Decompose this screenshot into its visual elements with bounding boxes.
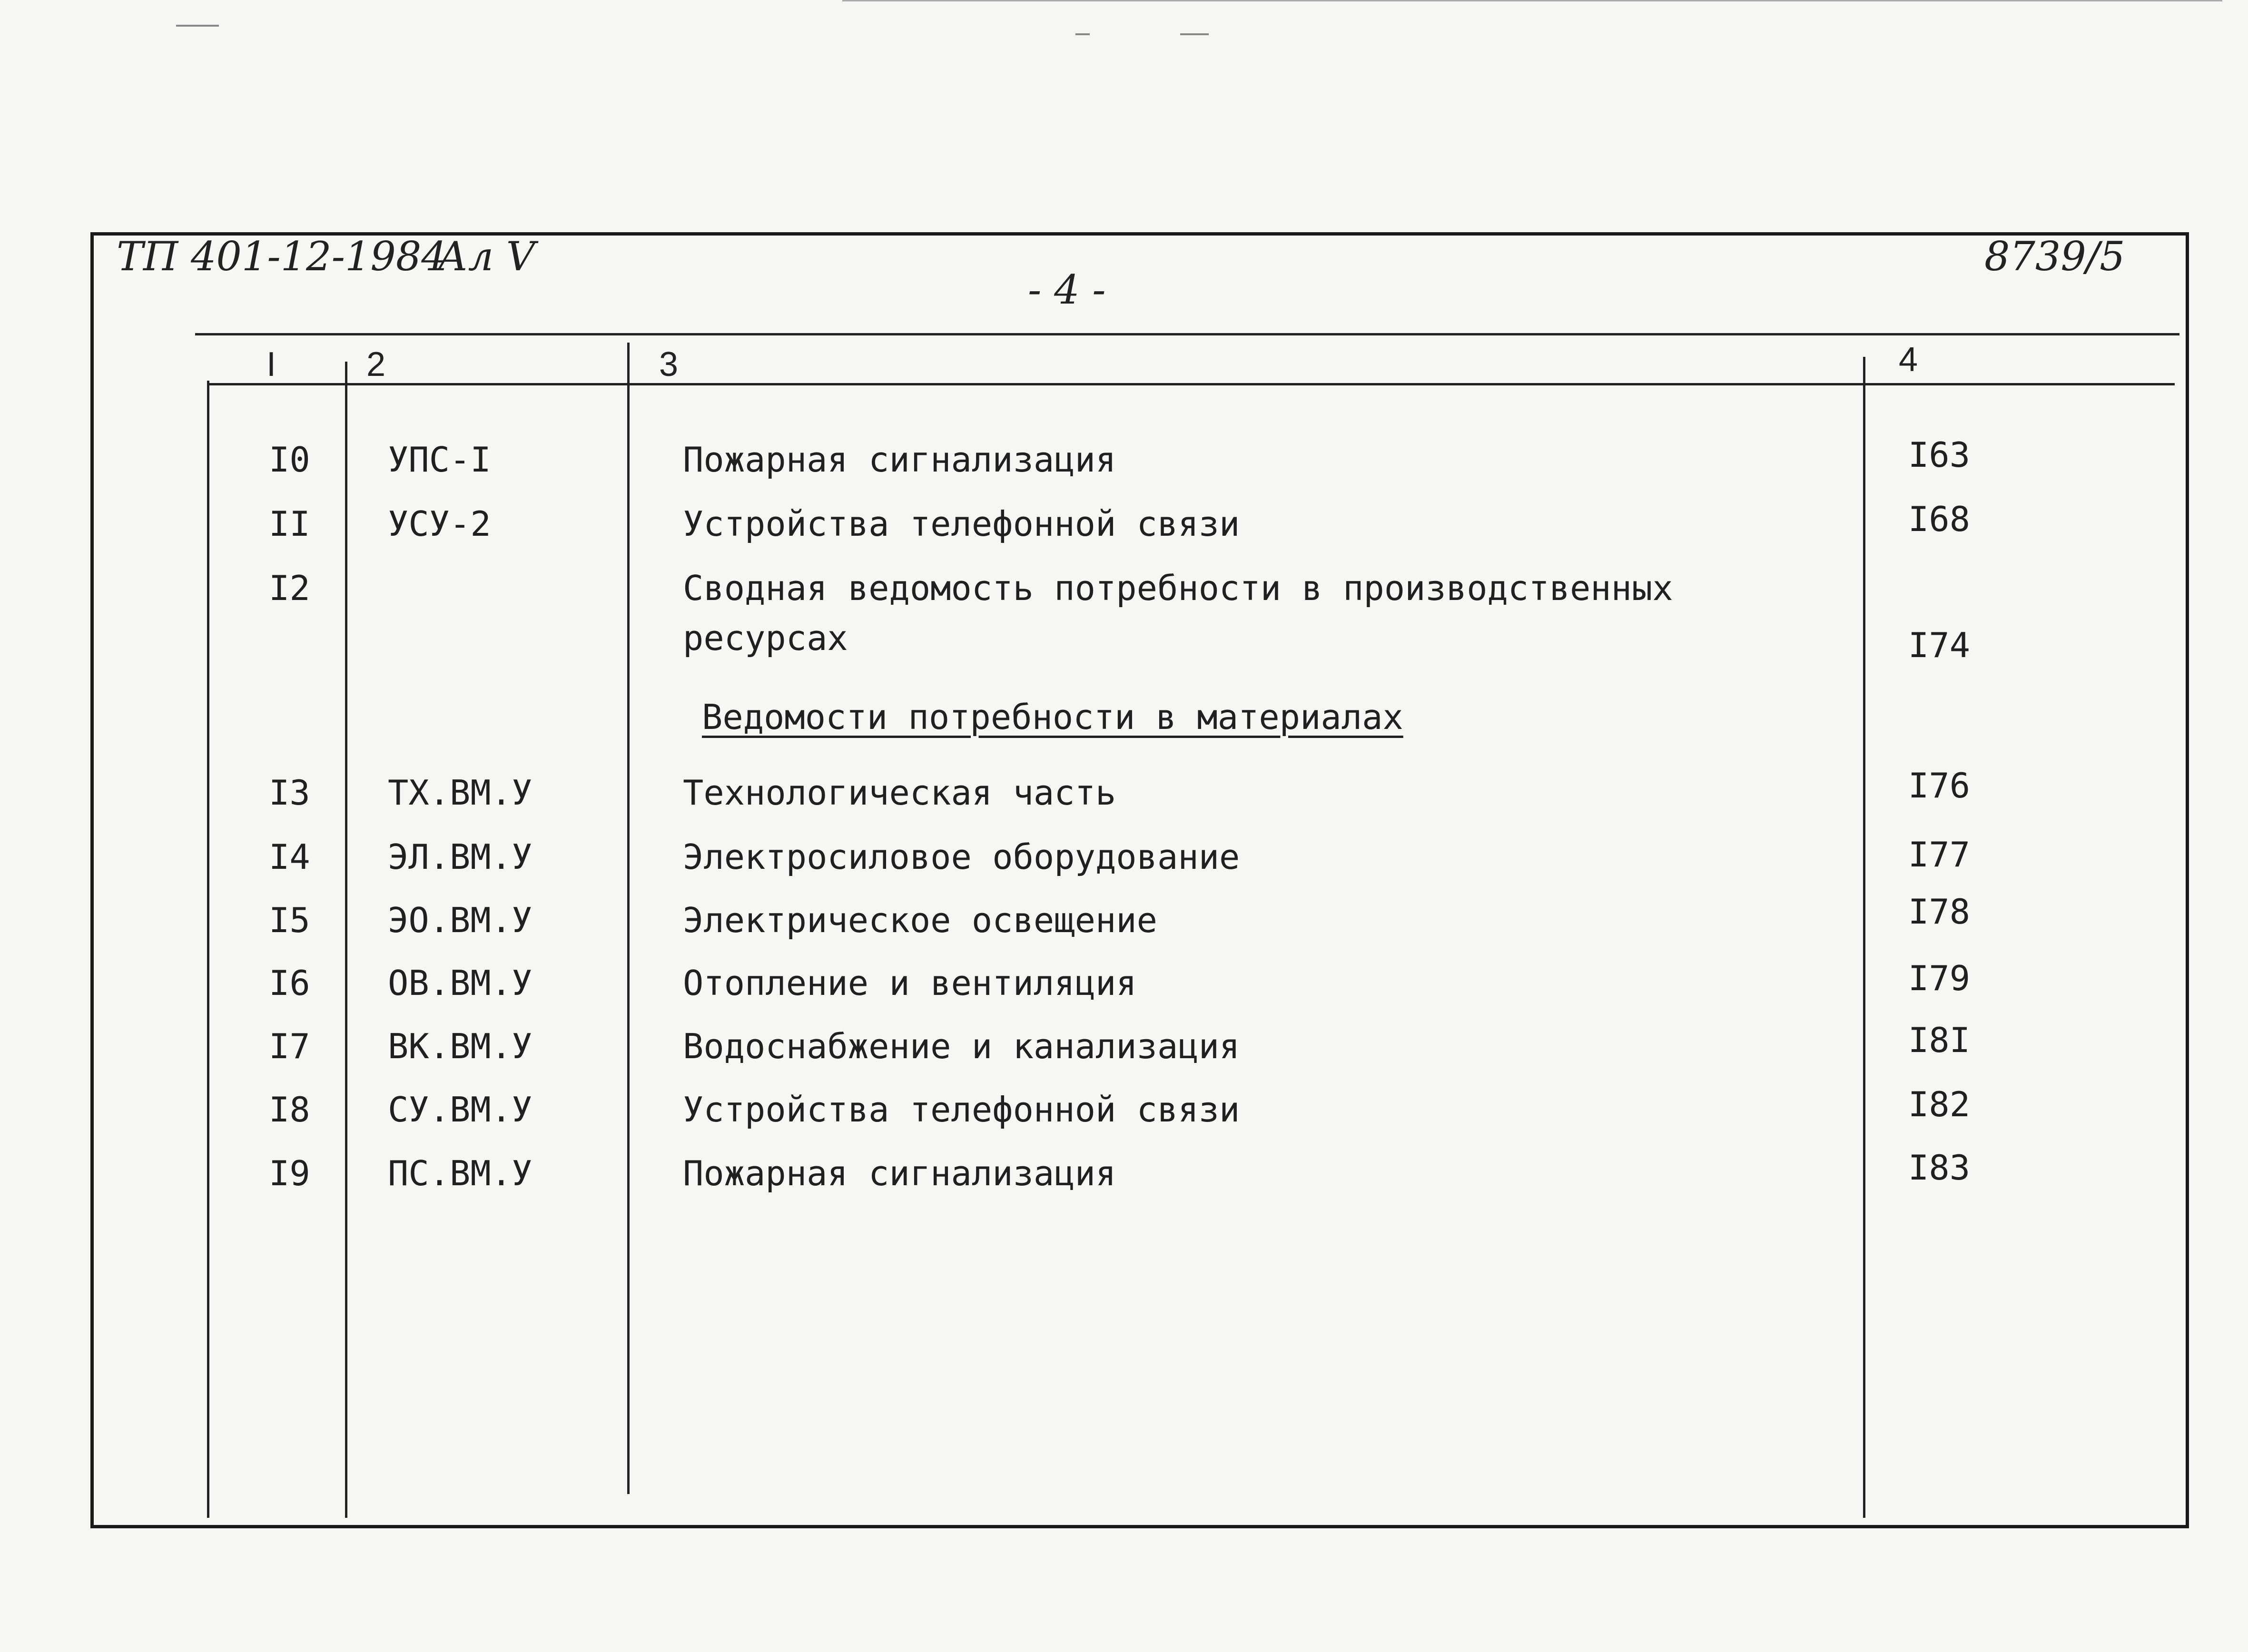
row-code: ЭО.ВМ.У bbox=[388, 900, 532, 940]
column-header-4: 4 bbox=[1899, 341, 1918, 379]
row-page: I68 bbox=[1908, 499, 1971, 539]
row-page: I82 bbox=[1908, 1084, 1971, 1124]
row-title: Устройства телефонной связи bbox=[683, 1090, 1240, 1130]
row-number: I2 bbox=[269, 568, 310, 608]
table-top-rule bbox=[195, 333, 2179, 335]
scan-mark bbox=[842, 0, 2222, 1]
row-page: I79 bbox=[1908, 958, 1971, 998]
page-number: - 4 - bbox=[1028, 266, 1106, 313]
row-code: УСУ-2 bbox=[388, 504, 491, 544]
row-page: I78 bbox=[1908, 892, 1971, 932]
row-title: Пожарная сигнализация bbox=[683, 1153, 1116, 1193]
row-code: ТХ.ВМ.У bbox=[388, 773, 532, 813]
row-title: Водоснабжение и канализация bbox=[683, 1026, 1240, 1066]
row-number: I4 bbox=[269, 837, 310, 877]
section-heading: Ведомости потребности в материалах bbox=[702, 697, 1403, 737]
row-title: Отопление и вентиляция bbox=[683, 963, 1137, 1003]
document-designation: ТП 401-12-1984 bbox=[117, 233, 447, 280]
row-page: I63 bbox=[1908, 435, 1971, 475]
table-header-rule bbox=[209, 383, 2175, 385]
row-page: I83 bbox=[1908, 1148, 1971, 1188]
row-code: ВК.ВМ.У bbox=[388, 1026, 532, 1066]
column-divider-4 bbox=[1863, 357, 1865, 1518]
column-divider-3 bbox=[627, 343, 630, 1494]
scan-mark bbox=[176, 25, 219, 27]
row-number: II bbox=[269, 504, 310, 544]
row-code: УПС-I bbox=[388, 440, 491, 480]
column-header-2: 2 bbox=[366, 345, 386, 384]
row-title-continuation: ресурсах bbox=[683, 618, 848, 658]
row-page: I8I bbox=[1908, 1020, 1971, 1060]
column-divider-1 bbox=[207, 381, 209, 1518]
scan-mark bbox=[1075, 33, 1090, 35]
row-title: Сводная ведомость потребности в производственных bbox=[683, 568, 1673, 608]
row-title: Электрическое освещение bbox=[683, 900, 1157, 940]
row-number: I0 bbox=[269, 440, 310, 480]
scan-mark bbox=[1180, 33, 1209, 35]
inventory-number: 8739/5 bbox=[1984, 233, 2125, 280]
row-number: I9 bbox=[269, 1153, 310, 1193]
row-number: I7 bbox=[269, 1026, 310, 1066]
row-title: Электросиловое оборудование bbox=[683, 837, 1240, 877]
row-code: ОВ.ВМ.У bbox=[388, 963, 532, 1003]
row-page: I76 bbox=[1908, 766, 1971, 806]
row-number: I6 bbox=[269, 963, 310, 1003]
row-number: I5 bbox=[269, 900, 310, 940]
column-header-3: 3 bbox=[659, 345, 679, 384]
row-title: Устройства телефонной связи bbox=[683, 504, 1240, 544]
column-header-1: I bbox=[266, 345, 276, 384]
row-title: Технологическая часть bbox=[683, 773, 1116, 813]
row-code: СУ.ВМ.У bbox=[388, 1090, 532, 1130]
column-divider-2 bbox=[345, 362, 347, 1518]
row-code: ПС.ВМ.У bbox=[388, 1153, 532, 1193]
row-number: I8 bbox=[269, 1090, 310, 1130]
drawing-frame bbox=[90, 232, 2189, 1528]
row-page: I77 bbox=[1908, 835, 1971, 875]
row-number: I3 bbox=[269, 773, 310, 813]
row-page: I74 bbox=[1908, 625, 1971, 665]
row-code: ЭЛ.ВМ.У bbox=[388, 837, 532, 877]
row-title: Пожарная сигнализация bbox=[683, 440, 1116, 480]
album-number: Ал Ⅴ bbox=[438, 233, 535, 280]
